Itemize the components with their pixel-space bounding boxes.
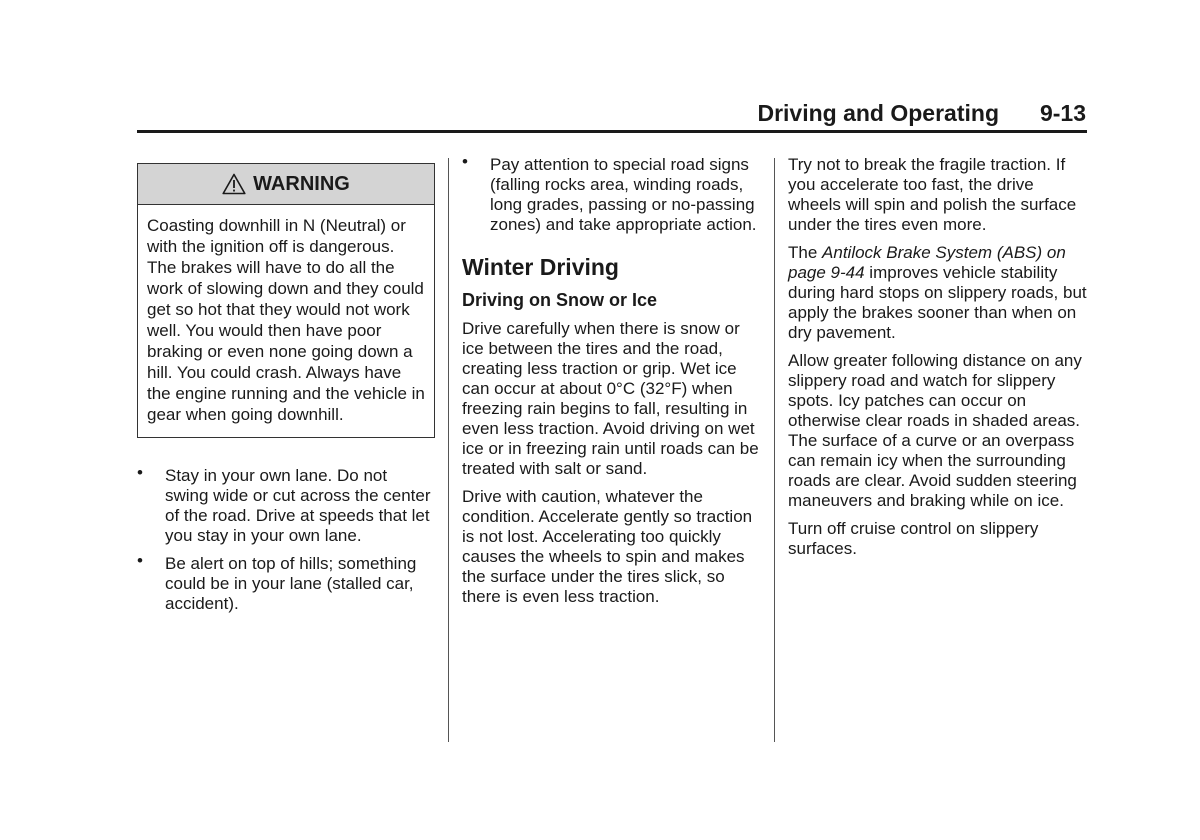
cross-reference-link[interactable]: Antilock Brake System (ABS) on page 9-44 [788,243,1066,282]
warning-box [137,163,435,438]
list-item [462,152,760,235]
warning-title: WARNING [253,173,350,195]
bullet-marker: • [137,551,143,570]
paragraph: Try not to break the fragile traction. If you accelerate too fast, the drive wheels will spin and polish the surface under the tires even more. [788,155,1077,234]
text-run: improves vehicle stability during hard stops on slippery roads, but apply the brakes sooner than when on dry pavement. [788,263,1087,342]
warning-header [138,164,434,205]
section-heading: Winter Driving [462,254,619,280]
paragraph [788,243,1088,343]
column-1 [137,163,435,622]
bullet-marker: • [462,152,468,171]
text-run: The [788,243,823,262]
subsection-heading: Driving on Snow or Ice [462,290,658,310]
list-item [137,551,435,614]
bullet-list [137,463,435,614]
paragraph: Turn off cruise control on slippery surfaces. [788,519,1039,558]
warning-triangle-icon [222,173,246,195]
bullet-marker: • [137,463,143,482]
paragraph: Drive with caution, whatever the condition. Accelerate gently so traction is not lost. Accelerating too quickly causes the wheels to spin and makes the surface under the tires slick, so there is even less traction. [462,487,753,606]
bullet-text: Be alert on top of hills; something could be in your lane (stalled car, accident). [165,554,417,613]
bullet-list [462,152,760,235]
warning-text: Coasting downhill in N (Neutral) or with the ignition off is dangerous. The brakes will have to do all the work of slowing down and they could get so hot that they would not work well. You would then have poor braking or even none going down a hill. You could crash. Always have the engine running and the vehicle in gear when going downhill. [147,216,425,424]
column-divider [448,158,449,742]
section-title: Driving and Operating [757,100,999,126]
column-2 [462,152,760,615]
list-item [137,463,435,546]
page-number: 9-13 [1039,100,1086,126]
column-divider [774,158,775,742]
page-header [137,98,1087,133]
column-3 [788,155,1088,567]
bullet-text: Pay attention to special road signs (falling rocks area, winding roads, long grades, passing or no-passing zones) and take appropriate action. [490,155,757,234]
bullet-text: Stay in your own lane. Do not swing wide or cut across the center of the road. Drive at speeds that let you stay in your own lane. [165,466,431,545]
paragraph: Drive carefully when there is snow or ice between the tires and the road, creating less traction or grip. Wet ice can occur at about 0°C (32°F) when freezing rain begins to fall, resulting in even less traction. Avoid driving on wet ice or in freezing rain until roads can be treated with salt or sand. [462,319,759,478]
paragraph: Allow greater following distance on any slippery road and watch for slippery spots. Icy patches can occur on otherwise clear roads in shaded areas. The surface of a curve or an overpass can remain icy when the surrounding roads are clear. Avoid sudden steering maneuvers and braking while on ice. [788,351,1082,510]
